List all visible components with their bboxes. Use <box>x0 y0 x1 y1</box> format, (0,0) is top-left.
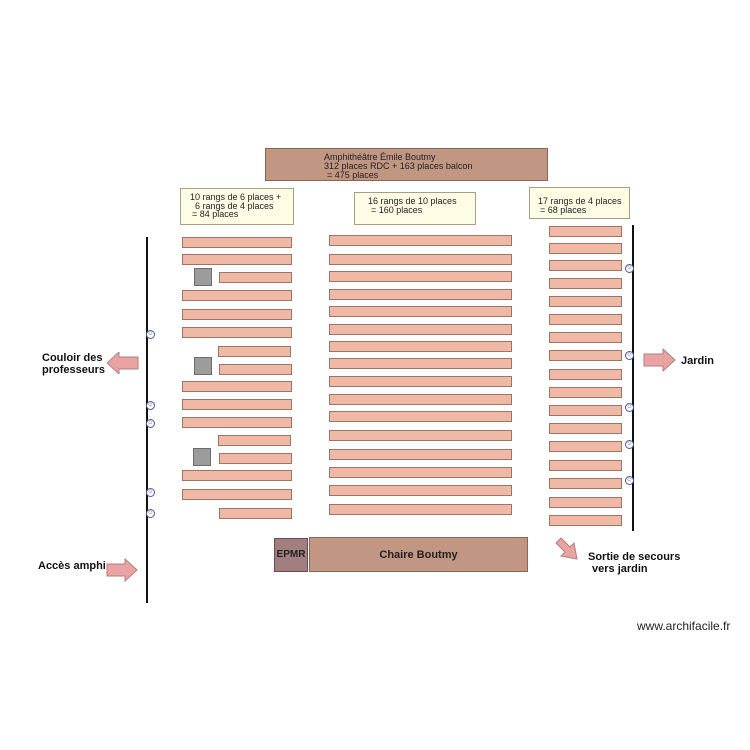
seat-row <box>549 497 622 508</box>
seat-row <box>549 296 622 307</box>
access-label: Accès amphi <box>38 560 106 572</box>
garden-arrow-icon <box>643 348 676 372</box>
seat-row <box>329 306 512 317</box>
note-right-line-1: 17 rangs de 4 places <box>538 196 622 206</box>
seat-row <box>219 364 292 375</box>
access-arrow-icon <box>106 558 138 582</box>
emergency-exit-arrow-icon <box>553 535 581 563</box>
accessible-seat-icon <box>194 357 212 375</box>
note-right-line-2: = 68 places <box>540 204 587 215</box>
person-marker-icon: ☺ <box>147 510 154 516</box>
corridor-label-line-1: Couloir des <box>42 352 103 364</box>
seat-row <box>549 350 622 361</box>
note-left-line-1: 10 rangs de 6 places + <box>190 192 282 202</box>
seat-row <box>182 489 292 500</box>
seat-row <box>329 467 512 478</box>
seat-row <box>219 272 292 283</box>
note-center-line-2: = 160 places <box>371 204 423 215</box>
seat-row <box>549 314 622 325</box>
seat-row <box>218 435 291 446</box>
seat-row <box>549 332 622 343</box>
seat-row <box>329 449 512 460</box>
seat-row <box>549 369 622 380</box>
title-line-2: 312 places RDC + 163 places balcon <box>324 161 473 171</box>
seat-row <box>329 376 512 387</box>
amphitheatre-title-box <box>265 148 548 181</box>
emergency-exit-label <box>588 551 680 575</box>
seat-row <box>219 453 292 464</box>
note-right-block <box>529 187 630 219</box>
garden-label: Jardin <box>681 355 715 367</box>
seat-row <box>549 515 622 526</box>
note-left-line-2: 6 rangs de 4 places <box>195 200 274 211</box>
corridor-label <box>42 352 105 376</box>
seat-row <box>549 423 622 434</box>
seat-row <box>329 358 512 369</box>
note-left-line-3: = 84 places <box>192 209 239 219</box>
note-center-line-1: 16 rangs de 10 places <box>368 196 457 206</box>
seat-row <box>329 271 512 282</box>
seat-row <box>549 387 622 398</box>
person-marker-icon: ☺ <box>147 402 154 408</box>
seat-row <box>549 226 622 237</box>
seat-row <box>182 381 292 392</box>
seat-row <box>329 430 512 441</box>
person-marker-icon: ☺ <box>626 477 633 483</box>
seat-row <box>549 243 622 254</box>
seat-row <box>329 254 512 265</box>
person-marker-icon: ☺ <box>626 404 633 410</box>
note-center-block <box>354 192 476 225</box>
seat-row <box>549 460 622 471</box>
seat-row <box>182 290 292 301</box>
person-marker-icon: ☺ <box>147 489 154 495</box>
seat-row <box>549 278 622 289</box>
epmr-box: EPMR <box>274 538 308 572</box>
seat-row <box>329 504 512 515</box>
seat-row <box>329 235 512 246</box>
seat-row <box>329 341 512 352</box>
person-marker-icon: ☺ <box>147 331 154 337</box>
seat-row <box>329 324 512 335</box>
person-marker-icon: ☺ <box>626 352 633 358</box>
person-marker-icon: ☺ <box>626 265 633 271</box>
corridor-label-line-2: professeurs <box>42 364 105 376</box>
person-marker-icon: ☺ <box>626 441 633 447</box>
seat-row <box>329 394 512 405</box>
seat-row <box>182 470 292 481</box>
seat-row <box>329 411 512 422</box>
seat-row <box>329 485 512 496</box>
watermark: www.archifacile.fr <box>637 619 731 633</box>
seat-row <box>549 441 622 452</box>
note-left-block <box>180 188 294 225</box>
title-line-3: = 475 places <box>327 170 379 180</box>
chaire-boutmy-box: Chaire Boutmy <box>309 537 528 572</box>
seat-row <box>549 405 622 416</box>
person-marker-icon: ☺ <box>147 420 154 426</box>
seat-row <box>549 260 622 271</box>
seat-row <box>182 417 292 428</box>
accessible-seat-icon <box>193 448 211 466</box>
title-line-1: Amphithéâtre Émile Boutmy <box>324 152 436 162</box>
seat-row <box>182 309 292 320</box>
corridor-arrow-icon <box>107 352 139 374</box>
seat-row <box>182 237 292 248</box>
seat-row <box>182 327 292 338</box>
accessible-seat-icon <box>194 268 212 286</box>
seat-row <box>329 289 512 300</box>
seat-row <box>219 508 292 519</box>
seat-row <box>182 254 292 265</box>
exit-label-line-2: vers jardin <box>592 563 648 575</box>
exit-label-line-1: Sortie de secours <box>588 551 681 563</box>
seat-row <box>218 346 291 357</box>
seat-row <box>549 478 622 489</box>
seat-row <box>182 399 292 410</box>
